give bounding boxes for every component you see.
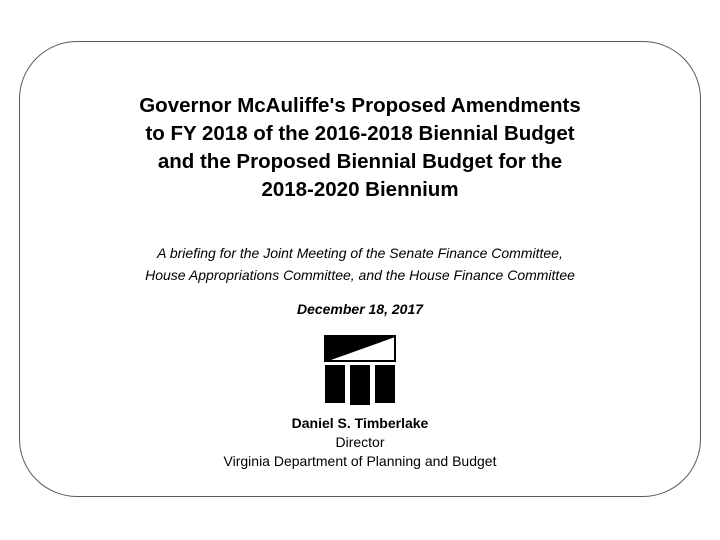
briefing-subtitle (0, 242, 720, 286)
presenter-block (0, 414, 720, 471)
presenter-organization: Virginia Department of Planning and Budget (223, 453, 497, 469)
subtitle-line-2: House Appropriations Committee, and the House Finance Committee (145, 267, 575, 283)
subtitle-line-1: A briefing for the Joint Meeting of the Senate Finance Committee, (157, 245, 563, 261)
title-line-2: to FY 2018 of the 2016-2018 Biennial Budget (145, 122, 575, 145)
dpb-logo-icon (324, 335, 396, 405)
title-line-4: 2018-2020 Biennium (261, 178, 459, 201)
presenter-role: Director (335, 434, 385, 450)
slide-title (0, 92, 720, 204)
briefing-date: December 18, 2017 (296, 301, 424, 317)
title-line-3: and the Proposed Biennial Budget for the (157, 150, 563, 173)
title-line-1: Governor McAuliffe's Proposed Amendments (139, 94, 581, 117)
presenter-name: Daniel S. Timberlake (291, 415, 429, 431)
